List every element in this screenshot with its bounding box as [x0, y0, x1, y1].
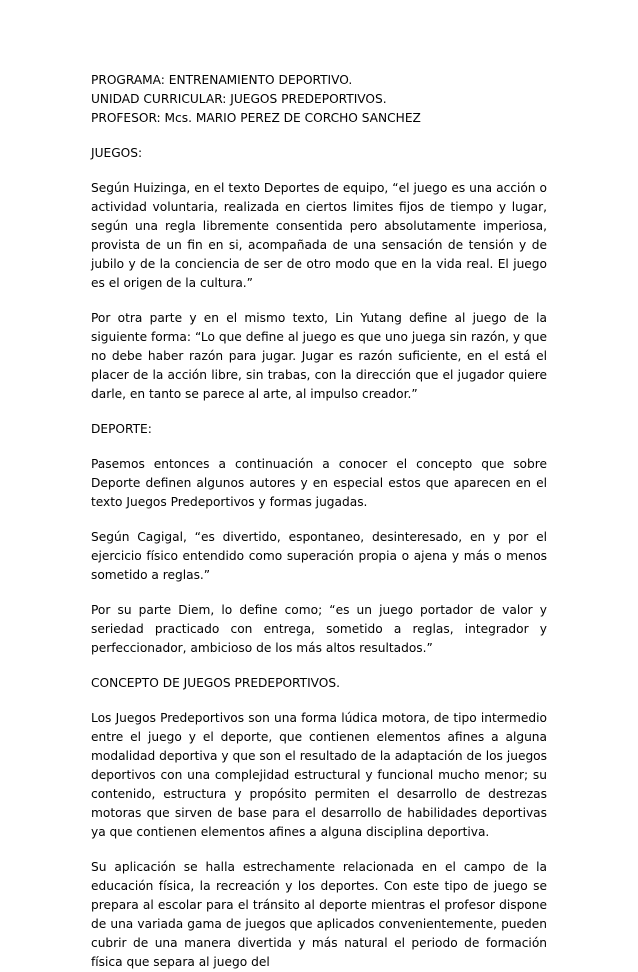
deporte-paragraph-2: Según Cagigal, “es divertido, espontaneo, desinteresado, en y por el ejercicio físico entendido como superación propia o ajena y más o menos sometido a reglas.”: [91, 530, 547, 582]
document-page: [91, 71, 547, 972]
deporte-heading: DEPORTE:: [91, 422, 152, 436]
juegos-heading: JUEGOS:: [91, 146, 143, 160]
concepto-paragraph-1: Los Juegos Predeportivos son una forma lúdica motora, de tipo intermedio entre el juego y el deporte, que contienen elementos afines a alguna modalidad deportiva y que son el resultado de la adaptación de los juegos deportivos con una complejidad estructural y funcional mucho menor; su contenido, estructura y propósito permiten el desarrollo de destrezas motoras que sirven de base para el desarrollo de habilidades deportivas ya que contienen elementos afines a alguna disciplina deportiva.: [91, 711, 547, 839]
deporte-paragraph-1: Pasemos entonces a continuación a conocer el concepto que sobre Deporte definen algunos autores y en especial estos que aparecen en el texto Juegos Predeportivos y formas jugadas.: [91, 457, 547, 509]
curricular-unit-line: UNIDAD CURRICULAR: JUEGOS PREDEPORTIVOS.: [91, 92, 387, 106]
juegos-paragraph-1: Según Huizinga, en el texto Deportes de equipo, “el juego es una acción o actividad voluntaria, realizada en ciertos limites fijos de tiempo y lugar, según una regla libremente consentida pero absolutamente imperiosa, provista de un fin en si, acompañada de una sensación de tensión y de jubilo y de la conciencia de ser de otro modo que en la vida real. El juego es el origen de la cultura.”: [91, 181, 547, 290]
program-line: PROGRAMA: ENTRENAMIENTO DEPORTIVO.: [91, 73, 353, 87]
concepto-heading: CONCEPTO DE JUEGOS PREDEPORTIVOS.: [91, 676, 341, 690]
juegos-paragraph-2: Por otra parte y en el mismo texto, Lin Yutang define al juego de la siguiente forma: “Lo que define al juego es que uno juega sin razón, y que no debe haber razón para jugar. Jugar es razón suficiente, en el está el placer de la acción libre, sin trabas, con la dirección que el jugador quiere darle, en tanto se parece al arte, al impulso creador.”: [91, 311, 547, 401]
concepto-paragraph-2: Su aplicación se halla estrechamente relacionada en el campo de la educación física, la recreación y los deportes. Con este tipo de juego se prepara al escolar para el tránsito al deporte mientras el profesor dispone de una variada gama de juegos que aplicados convenientemente, pueden cubrir de una manera divertida y más natural el periodo de formación física que separa al juego del: [91, 860, 547, 969]
professor-line: PROFESOR: Mcs. MARIO PEREZ DE CORCHO SANCHEZ: [91, 111, 421, 125]
deporte-paragraph-3: Por su parte Diem, lo define como; “es un juego portador de valor y seriedad practicado con entrega, sometido a reglas, integrador y perfeccionador, ambicioso de los más altos resultados.”: [91, 603, 547, 655]
